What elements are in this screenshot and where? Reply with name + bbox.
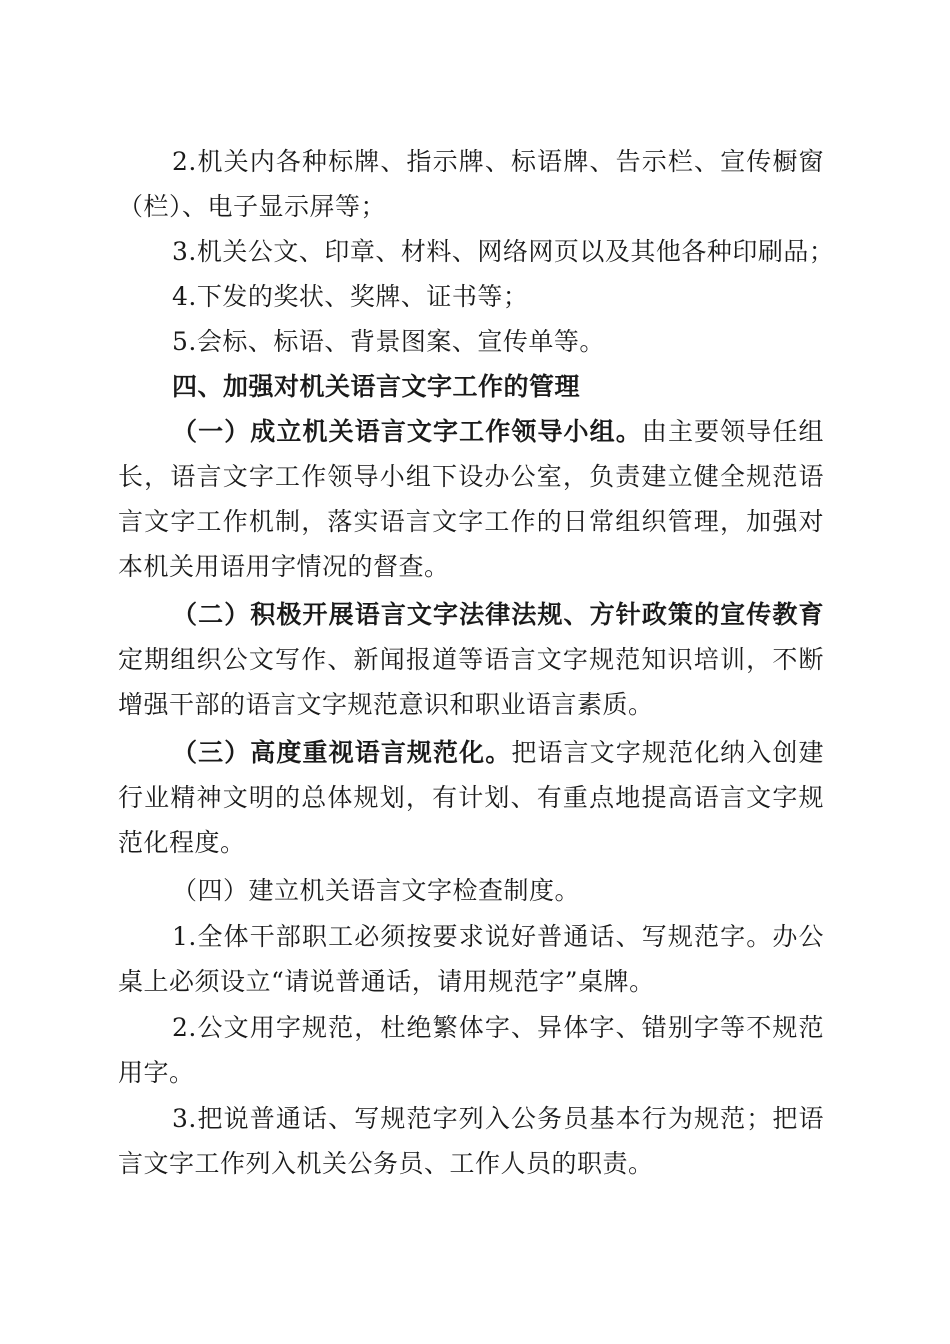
- rule-3-line-2: 言文字工作列入机关公务员、工作人员的职责。: [118, 1149, 654, 1178]
- paragraph-2-line-3: 增强干部的语言文字规范意识和职业语言素质。: [118, 690, 654, 719]
- rule-1-line-1: 1.全体干部职工必须按要求说好普通话、写规范字。办公: [172, 922, 824, 951]
- paragraph-3-line-2: 行业精神文明的总体规划，有计划、有重点地提高语言文字规: [118, 783, 824, 812]
- rule-1-line-2: 桌上必须设立“请说普通话，请用规范字”桌牌。: [118, 967, 655, 996]
- paragraph-1-line-4: 本机关用语用字情况的督查。: [118, 552, 450, 581]
- paragraph-1-line-3: 言文字工作机制，落实语言文字工作的日常组织管理，加强对: [118, 507, 824, 536]
- paragraph-1-line-2: 长，语言文字工作领导小组下设办公室，负责建立健全规范语: [118, 462, 824, 491]
- section-heading-4: 四、加强对机关语言文字工作的管理: [172, 372, 581, 401]
- paragraph-1-bold-lead: （一）成立机关语言文字工作领导小组。: [172, 417, 642, 446]
- paragraph-2-line-1: （二）积极开展语言文字法律法规、方针政策的宣传教育: [172, 600, 824, 629]
- list-item-5: 5.会标、标语、背景图案、宣传单等。: [172, 327, 605, 356]
- paragraph-1-tail: 由主要领导任组: [641, 417, 824, 446]
- rule-3-line-1: 3.把说普通话、写规范字列入公务员基本行为规范；把语: [172, 1104, 824, 1133]
- list-item-3: 3.机关公文、印章、材料、网络网页以及其他各种印刷品；: [172, 237, 835, 266]
- list-item-2-line-2: （栏）、电子显示屏等；: [118, 192, 387, 221]
- paragraph-3-line-1: [118, 731, 824, 775]
- paragraph-1-line-1: [118, 410, 824, 454]
- list-item-4: 4.下发的奖状、奖牌、证书等；: [172, 282, 529, 311]
- paragraph-3-bold-lead: （三）高度重视语言规范化。: [172, 738, 512, 767]
- list-item-2-line-1: 2.机关内各种标牌、指示牌、标语牌、告示栏、宣传橱窗: [172, 147, 824, 176]
- paragraph-4-heading: （四）建立机关语言文字检查制度。: [172, 876, 581, 905]
- paragraph-3-tail: 把语言文字规范化纳入创建: [511, 738, 824, 767]
- paragraph-3-line-3: 范化程度。: [118, 828, 246, 857]
- paragraph-2-line-2: 定期组织公文写作、新闻报道等语言文字规范知识培训，不断: [118, 645, 824, 674]
- rule-2-line-1: 2.公文用字规范，杜绝繁体字、异体字、错别字等不规范: [172, 1013, 824, 1042]
- rule-2-line-2: 用字。: [118, 1058, 195, 1087]
